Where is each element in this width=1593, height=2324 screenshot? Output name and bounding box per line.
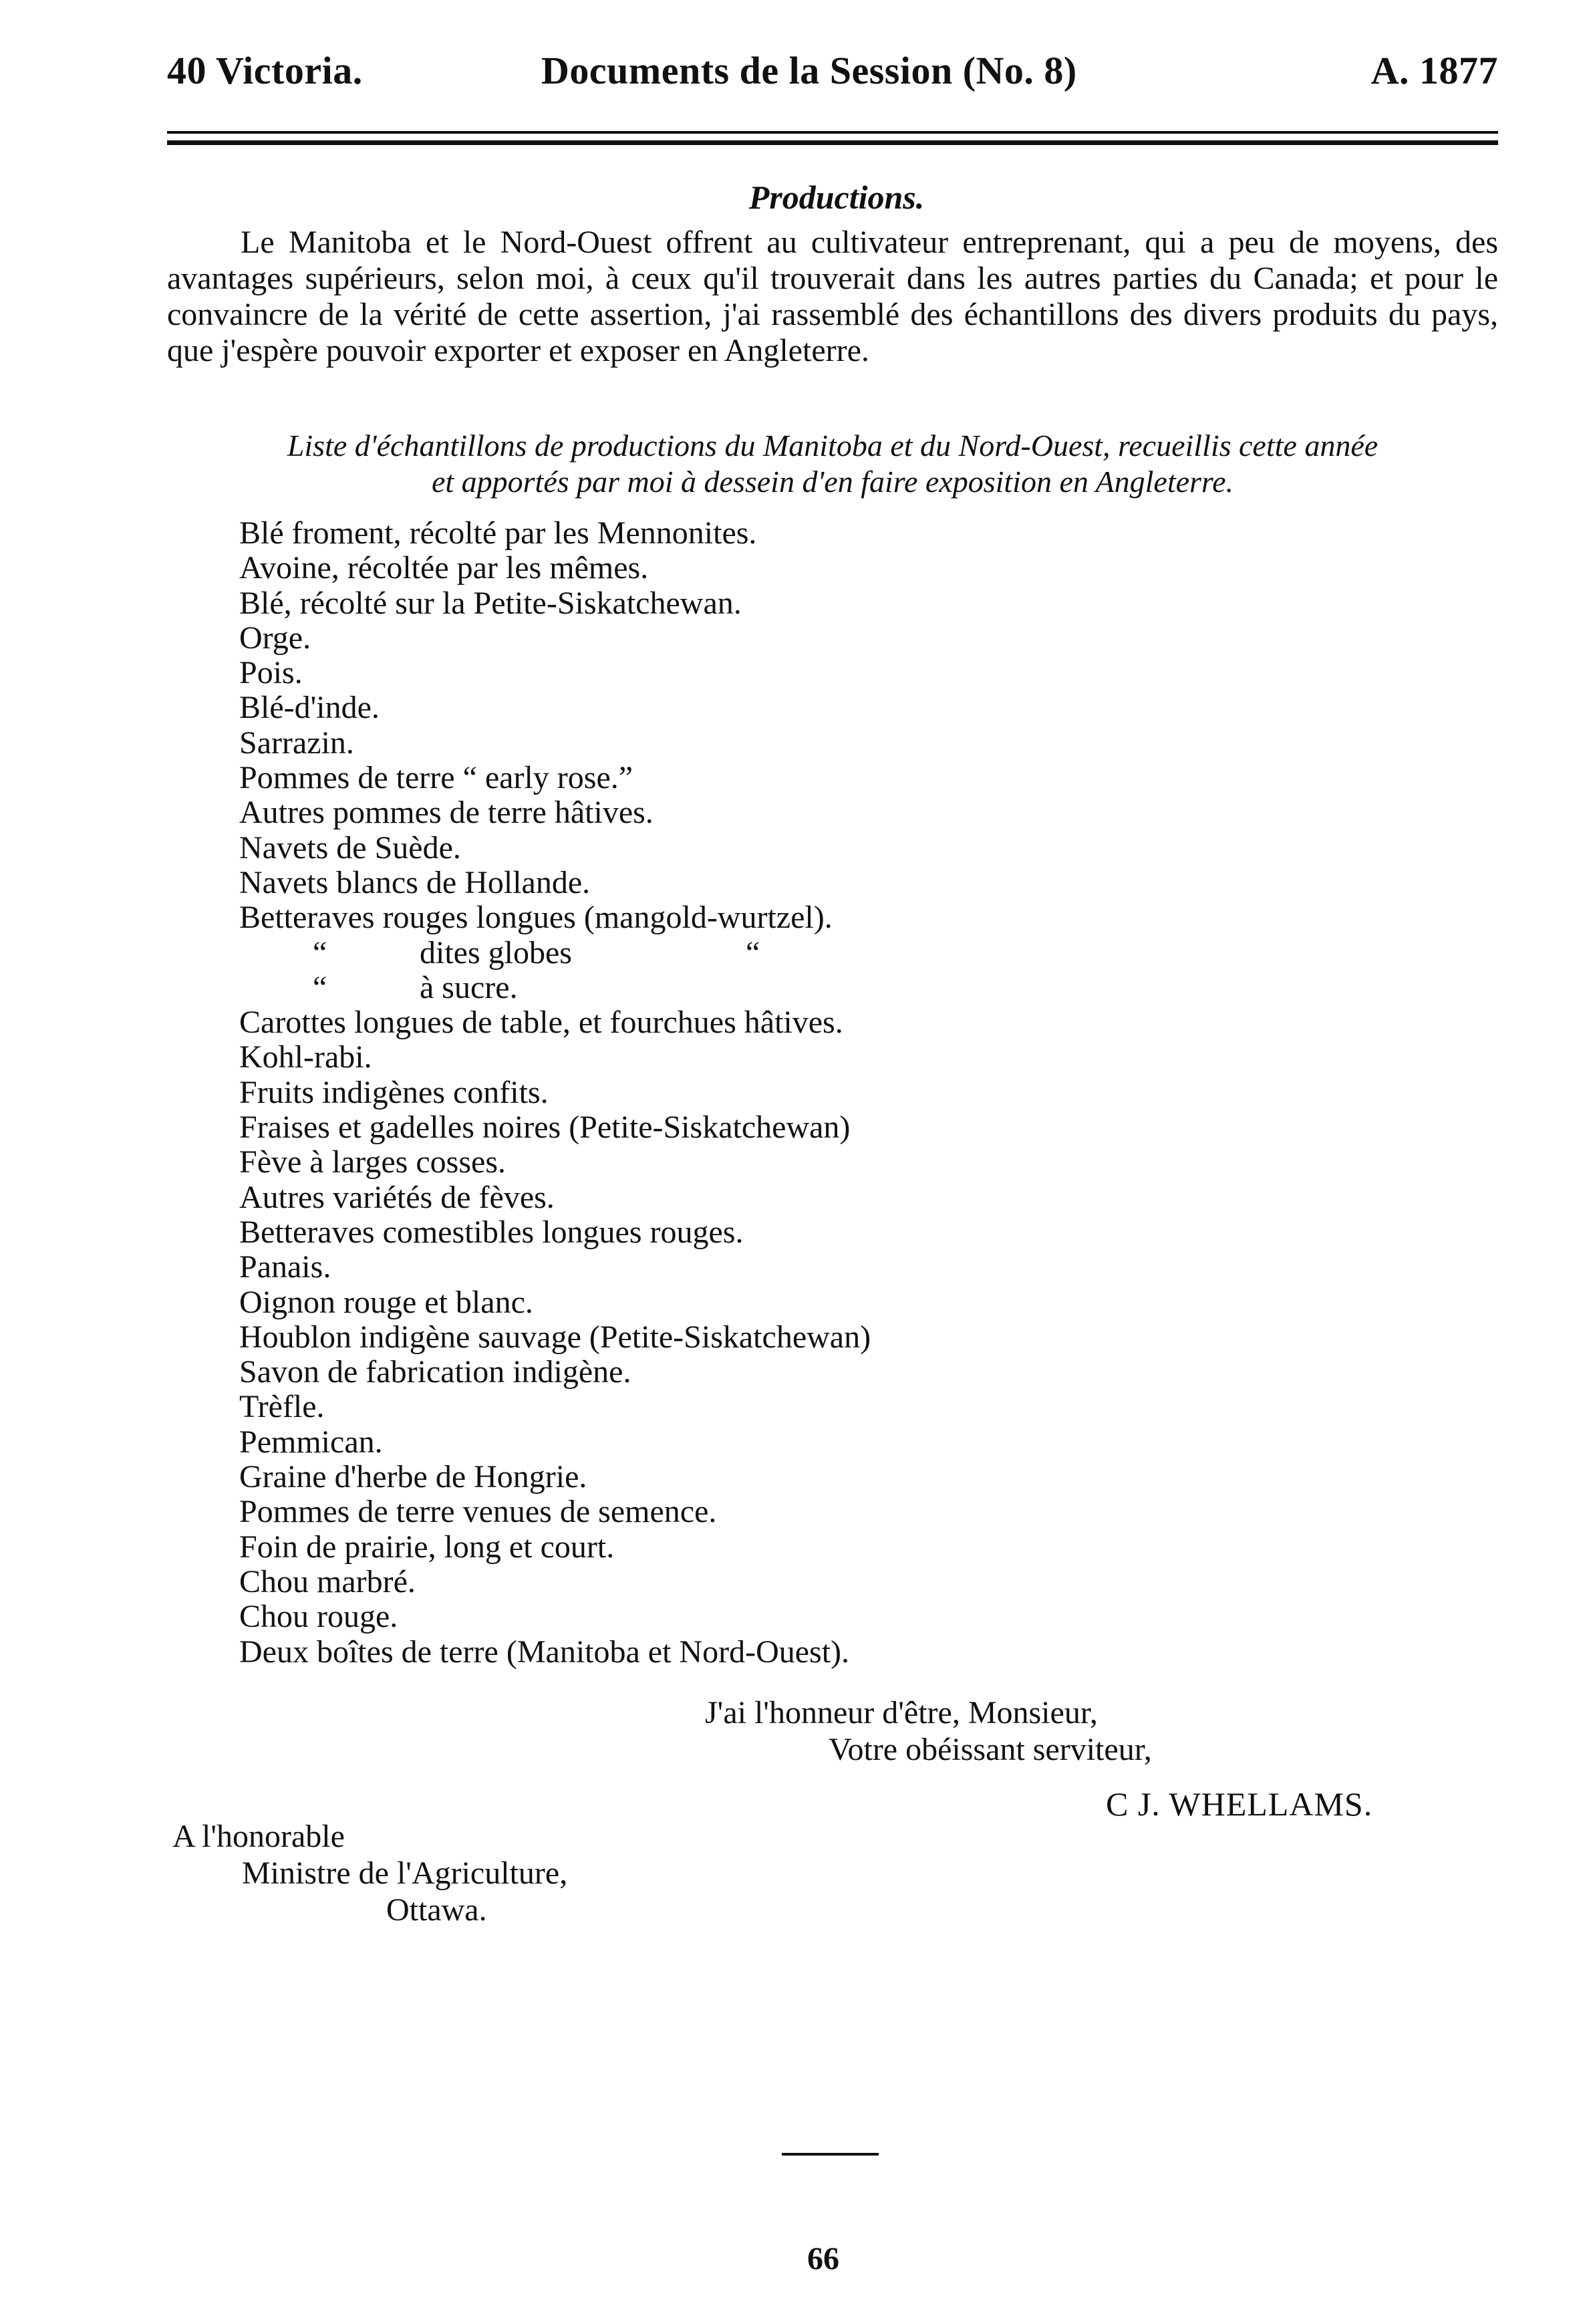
ditto-mark: “ — [313, 934, 327, 971]
end-rule — [782, 2153, 879, 2156]
list-item: Avoine, récoltée par les mêmes. — [239, 550, 649, 586]
list-item: Blé, récolté sur la Petite-Siskatchewan. — [239, 585, 742, 621]
list-item: Orge. — [239, 620, 311, 656]
header-year: A. 1877 — [1370, 49, 1498, 92]
list-item: Autres pommes de terre hâtives. — [239, 795, 654, 831]
caption-line-1: Liste d'échantillons de productions du Manitoba et du Nord-Ouest, recueillis cette année — [287, 428, 1379, 463]
list-item: Chou rouge. — [239, 1599, 398, 1635]
list-item: Panais. — [239, 1249, 331, 1285]
list-item: Foin de prairie, long et court. — [239, 1529, 615, 1565]
list-item: Fève à larges cosses. — [239, 1144, 506, 1180]
address-line: Ottawa. — [386, 1892, 487, 1928]
list-item: Kohl-rabi. — [239, 1039, 372, 1075]
address-line: A l'honorable — [172, 1819, 345, 1854]
header-rule-thick — [167, 140, 1498, 145]
list-item: Fraises et gadelles noires (Petite-Siskatchewan) — [239, 1110, 851, 1146]
list-item: Navets de Suède. — [239, 829, 461, 866]
header-title: Documents de la Session (No. 8) — [541, 49, 1077, 92]
list-item-ditto — [239, 936, 871, 971]
list-item: Carottes longues de table, et fourchues hâtives. — [239, 1005, 843, 1041]
list-item: Fruits indigènes confits. — [239, 1074, 549, 1110]
caption-line-2: et apportés par moi à dessein d'en faire exposition en Angleterre. — [431, 465, 1234, 499]
closing-line: J'ai l'honneur d'être, Monsieur, — [705, 1695, 1098, 1730]
page-header — [167, 48, 1498, 102]
ditto-mark: “ — [745, 934, 760, 971]
list-item: Blé-d'inde. — [239, 690, 380, 726]
list-item: Navets blancs de Hollande. — [239, 864, 591, 900]
address-line: Ministre de l'Agriculture, — [242, 1855, 568, 1891]
page-number: 66 — [807, 2241, 839, 2277]
section-title: Productions. — [748, 178, 925, 216]
list-item: Pommes de terre “ early rose.” — [239, 760, 633, 796]
header-rule-thin — [167, 131, 1498, 134]
list-item: Deux boîtes de terre (Manitoba et Nord-Ouest). — [239, 1634, 850, 1670]
list-item: Blé froment, récolté par les Mennonites. — [239, 515, 757, 551]
list-item: Trèfle. — [239, 1389, 325, 1425]
ditto-text: dites globes — [420, 934, 572, 971]
list-item: Pois. — [239, 655, 303, 691]
ditto-mark: “ — [313, 969, 327, 1005]
list-item-ditto — [239, 971, 871, 1005]
signature: C J. WHELLAMS. — [1106, 1785, 1373, 1823]
list-item: Autres variétés de fèves. — [239, 1179, 555, 1215]
closing-line: Votre obéissant serviteur, — [829, 1732, 1152, 1767]
ditto-text: à sucre. — [420, 969, 518, 1005]
list-item: Pemmican. — [239, 1424, 383, 1460]
list-caption — [167, 428, 1498, 500]
header-session: 40 Victoria. — [167, 49, 363, 92]
list-item: Betteraves rouges longues (mangold-wurtzel). — [239, 900, 833, 936]
sample-list — [239, 516, 871, 1670]
list-item: Graine d'herbe de Hongrie. — [239, 1459, 587, 1495]
list-item: Houblon indigène sauvage (Petite-Siskatchewan) — [239, 1319, 871, 1355]
list-item: Oignon rouge et blanc. — [239, 1284, 533, 1320]
list-item: Chou marbré. — [239, 1563, 416, 1599]
list-item: Pommes de terre venues de semence. — [239, 1494, 717, 1530]
list-item: Savon de fabrication indigène. — [239, 1354, 631, 1390]
intro-paragraph: Le Manitoba et le Nord-Ouest offrent au cultivateur entreprenant, qui a peu de moyens, des avantages supérieurs, selon moi, à ceux qu'il trouverait dans les autres parties du Canada; et pour le convaincre de la vérité de cette assertion, j'ai rassemblé des échantillons des divers produits du pays, que j'espère pouvoir exporter et exposer en Angleterre. — [167, 225, 1498, 368]
list-item: Sarrazin. — [239, 725, 354, 761]
list-item: Betteraves comestibles longues rouges. — [239, 1214, 744, 1250]
